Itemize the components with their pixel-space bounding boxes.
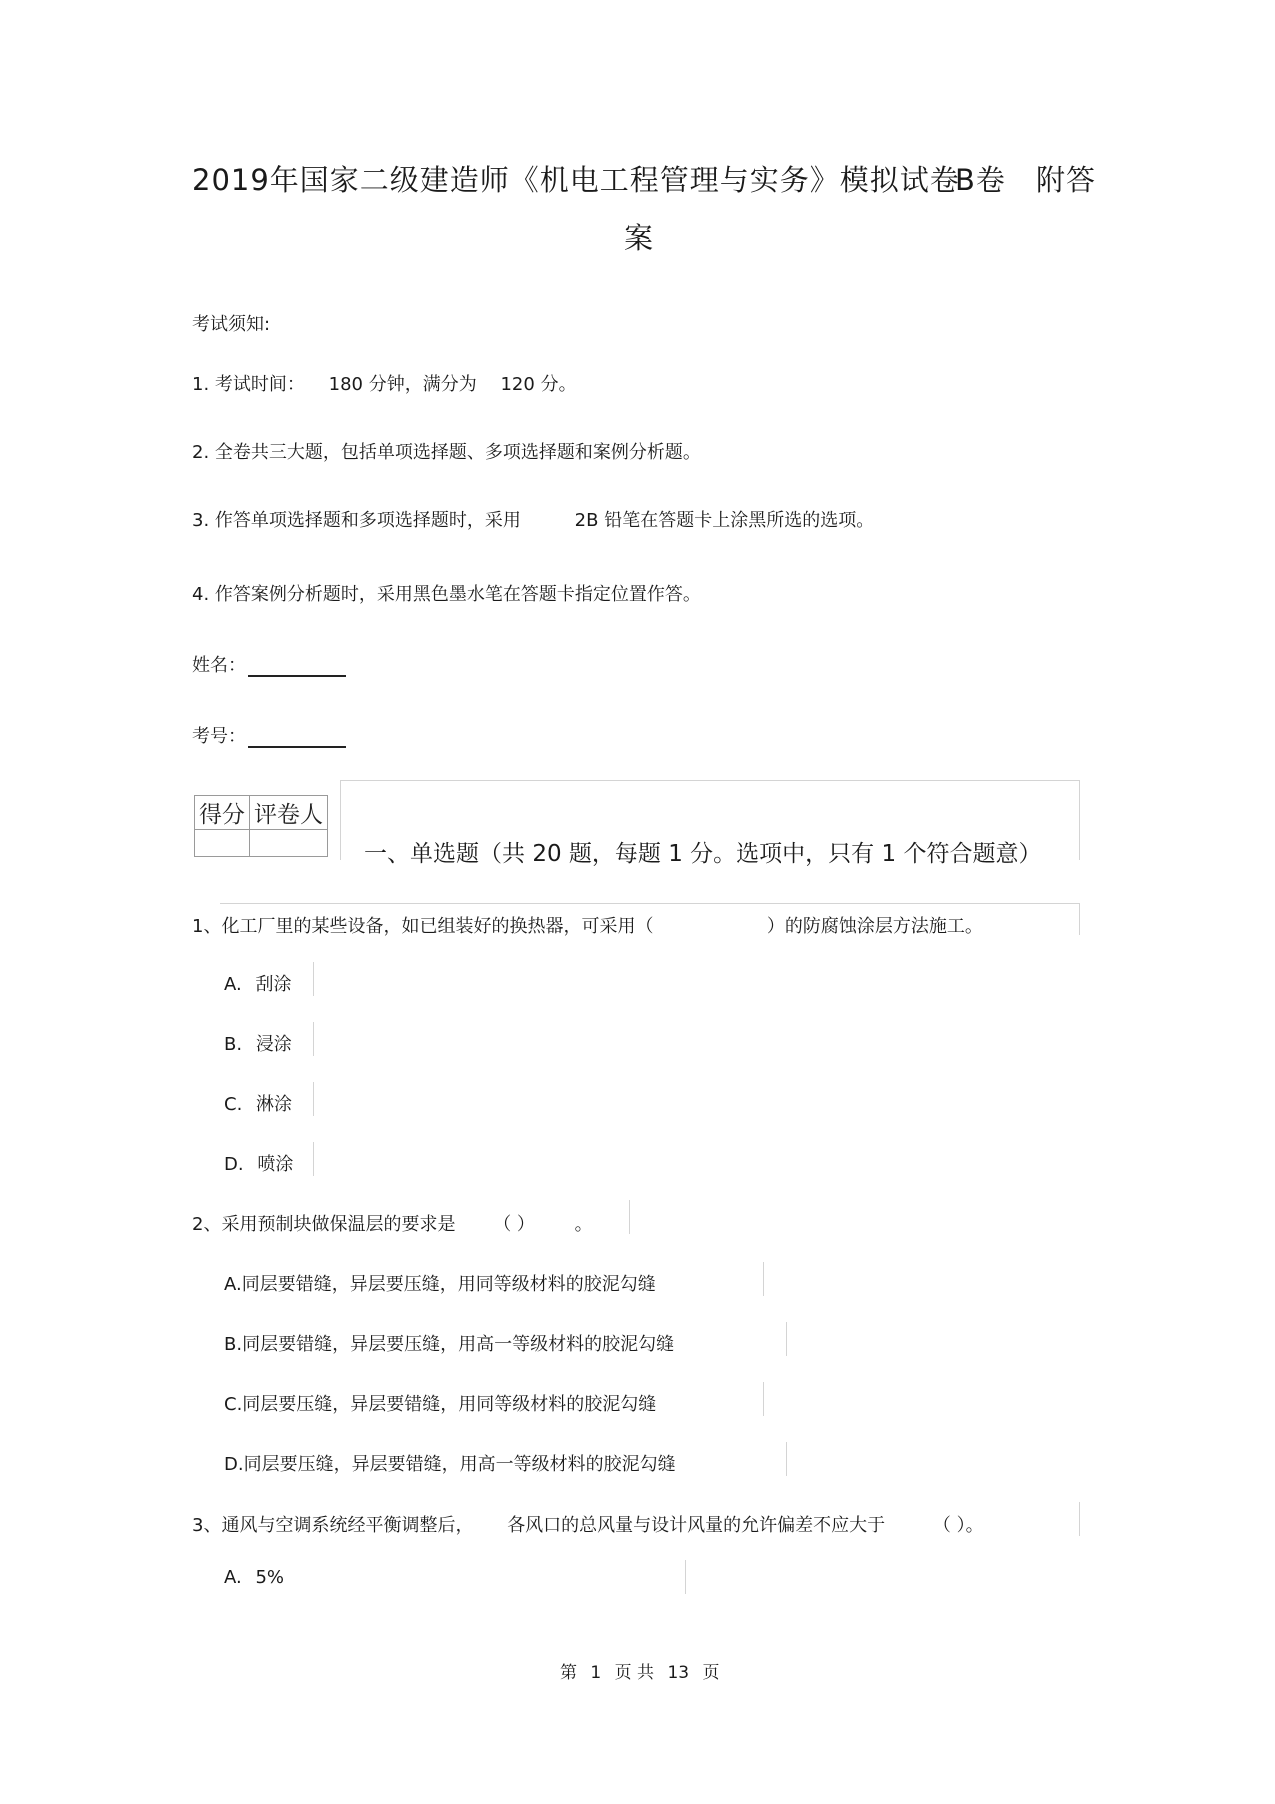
q2-stem-c: 。 <box>574 1214 593 1235</box>
notice-item-1-d: 120 <box>500 374 535 395</box>
option-text: 5% <box>255 1567 285 1588</box>
option-text: 同层要错缝，异层要压缝，用高一等级材料的胶泥勾缝 <box>242 1334 675 1355</box>
grader-header: 评卷人 <box>250 796 328 830</box>
q1-option-b[interactable] <box>224 1030 292 1056</box>
q1-stem-a: 1、化工厂里的某些设备，如已组装好的换热器，可采用（ <box>192 916 654 937</box>
q1-right-line <box>1079 903 1080 935</box>
q2-option-d-line <box>786 1442 787 1476</box>
option-letter: C. <box>224 1394 243 1415</box>
notice-item-3-b: 2B <box>574 510 599 531</box>
q2-stem-b: （ ） <box>493 1214 535 1235</box>
name-field <box>192 651 346 677</box>
option-letter: B. <box>224 1034 243 1055</box>
footer-total: 13 <box>667 1663 690 1683</box>
section-b: 题，每题 <box>568 841 661 867</box>
q1-option-b-line <box>313 1022 314 1056</box>
q2-option-a-line <box>763 1262 764 1296</box>
notice-item-3-num: 3. <box>192 510 210 531</box>
notice-item-4-num: 4. <box>192 584 210 605</box>
option-text: 刮涂 <box>255 974 292 995</box>
exam-id-label: 考号： <box>192 726 246 747</box>
notice-item-1-c: 分钟，满分为 <box>368 374 477 395</box>
notice-item-1-e: 分。 <box>540 374 577 395</box>
exam-id-field <box>192 722 346 748</box>
exam-id-blank <box>248 728 346 748</box>
name-blank <box>248 657 346 677</box>
section-c: 分。选项中，只有 <box>690 841 875 867</box>
score-table <box>194 795 328 857</box>
q3-stem-a: 3、通风与空调系统经平衡调整后， <box>192 1515 474 1536</box>
option-letter: C. <box>224 1094 243 1115</box>
grader-cell <box>250 830 328 857</box>
option-letter: B. <box>224 1334 243 1355</box>
section-points: 1 <box>668 841 683 867</box>
option-letter: D. <box>224 1154 244 1175</box>
doc-title-line1 <box>192 158 960 199</box>
notice-item-4 <box>192 580 701 606</box>
q2-option-d[interactable] <box>224 1450 676 1476</box>
q3-option-a-line <box>685 1560 686 1594</box>
q2-stem-a: 2、采用预制块做保温层的要求是 <box>192 1214 456 1235</box>
option-letter: D. <box>224 1454 244 1475</box>
option-text: 喷涂 <box>257 1154 294 1175</box>
q1-option-d[interactable] <box>224 1150 293 1176</box>
section-box-left <box>340 780 341 860</box>
option-text: 同层要压缝，异层要错缝，用同等级材料的胶泥勾缝 <box>242 1394 657 1415</box>
q1-option-c-line <box>313 1082 314 1116</box>
footer-a: 第 <box>560 1663 577 1683</box>
section-d: 个符合题意） <box>903 841 1042 867</box>
q2-option-c-line <box>763 1382 764 1416</box>
q1-stem-b: ）的防腐蚀涂层方法施工。 <box>766 916 983 937</box>
notice-item-3-a: 作答单项选择题和多项选择题时，采用 <box>214 510 521 531</box>
option-letter: A. <box>224 1567 242 1588</box>
q1-stem <box>192 912 983 938</box>
q1-option-a-line <box>313 962 314 996</box>
q2-option-b[interactable] <box>224 1330 674 1356</box>
section-heading <box>364 835 1041 868</box>
notice-item-1-num: 1. <box>192 374 210 395</box>
notice-item-3 <box>192 506 874 532</box>
option-letter: A. <box>224 974 242 995</box>
option-text: 同层要错缝，异层要压缝，用同等级材料的胶泥勾缝 <box>241 1274 656 1295</box>
option-letter: A. <box>224 1274 242 1295</box>
section-one: 1 <box>881 841 897 867</box>
page-footer <box>560 1658 720 1683</box>
name-label: 姓名： <box>192 655 246 676</box>
section-a: 一、单选题（共 <box>364 841 525 867</box>
q2-stem <box>192 1210 593 1236</box>
notice-item-2-num: 2. <box>192 442 210 463</box>
notice-item-2 <box>192 438 701 464</box>
q1-option-c[interactable] <box>224 1090 292 1116</box>
notice-item-4-text: 作答案例分析题时，采用黑色墨水笔在答题卡指定位置作答。 <box>214 584 701 605</box>
q3-stem <box>192 1511 984 1537</box>
q3-right-line <box>1079 1502 1080 1536</box>
footer-c: 页 <box>702 1663 720 1683</box>
q3-option-a[interactable] <box>224 1567 284 1588</box>
q1-option-d-line <box>313 1142 314 1176</box>
notice-heading: 考试须知: <box>192 314 271 335</box>
q2-option-b-line <box>786 1322 787 1356</box>
section-box-top <box>340 780 1080 781</box>
notice-item-2-text: 全卷共三大题，包括单项选择题、多项选择题和案例分析题。 <box>214 442 701 463</box>
score-header: 得分 <box>195 796 250 830</box>
q2-right-line <box>629 1200 630 1234</box>
notice-item-3-c: 铅笔在答题卡上涂黑所选的选项。 <box>604 510 875 531</box>
section-box-right <box>1079 780 1080 860</box>
q1-option-a[interactable] <box>224 970 291 996</box>
q3-stem-c: （ ）。 <box>932 1515 984 1536</box>
score-cell <box>195 830 250 857</box>
option-text: 淋涂 <box>256 1094 293 1115</box>
footer-b: 页 共 <box>614 1663 655 1683</box>
q3-stem-b: 各风口的总风量与设计风量的允许偏差不应大于 <box>507 1515 886 1536</box>
notice-item-1 <box>192 370 577 396</box>
doc-title-attach: 附答 <box>1036 163 1097 197</box>
doc-title-b-label: B卷 <box>955 163 1006 197</box>
doc-title-line2: 案 <box>624 221 655 255</box>
footer-page: 1 <box>590 1663 602 1683</box>
title-main: 2019年国家二级建造师《机电工程管理与实务》模拟试卷 <box>192 163 960 197</box>
q1-top-line <box>220 903 1080 904</box>
option-text: 同层要压缝，异层要错缝，用高一等级材料的胶泥勾缝 <box>243 1454 676 1475</box>
q2-option-a[interactable] <box>224 1270 656 1296</box>
section-count: 20 <box>532 841 562 867</box>
q2-option-c[interactable] <box>224 1390 656 1416</box>
notice-item-1-b: 180 <box>328 374 364 395</box>
notice-item-1-a: 考试时间： <box>214 374 305 395</box>
option-text: 浸涂 <box>255 1034 292 1055</box>
